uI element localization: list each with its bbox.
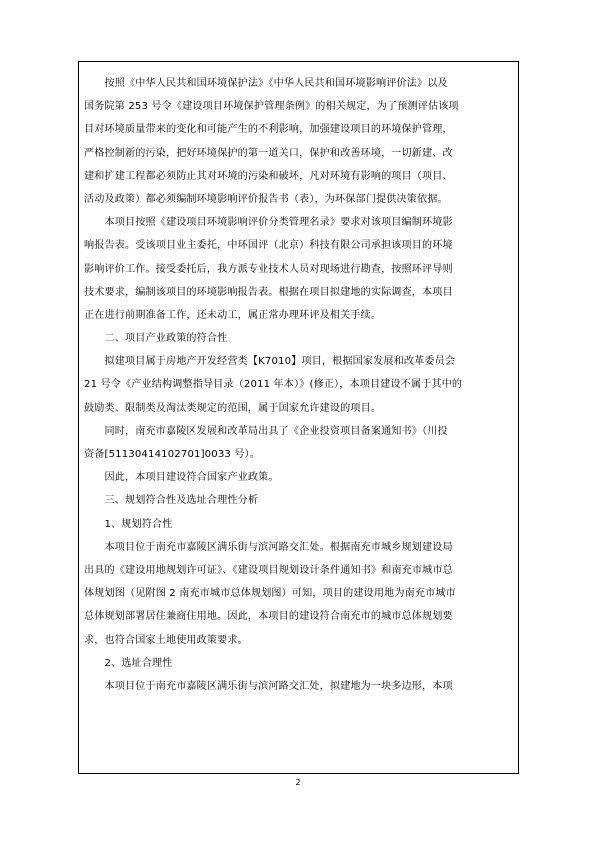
text-line-16: 同时，南充市嘉陵区发展和改革局出具了《企业投资项目备案通知书》（川投 [84,425,448,437]
text-line-2: 国务院第 253 号令《建设项目环境保护管理条例》的相关规定，为了预测评估该项 [84,101,459,113]
text-line-7: 本项目按照《建设项目环境影响评价分类管理名录》要求对该项目编制环境影 [84,217,453,229]
subsection-heading-planning-compliance: 1、规划符合性 [84,518,173,530]
text-line-8: 响报告表。受该项目业主委托，中环国评（北京）科技有限公司承担该项目的环境 [84,240,453,252]
text-line-23: 体规划图（见附图 2 南充市城市总体规划图）可知，项目的建设用地为南充市城市 [84,588,456,600]
document-body [84,72,516,698]
text-line-27: 本项目位于南充市嘉陵区满乐街与滨河路交汇处，拟建地为一块多边形，本项 [84,680,453,692]
text-line-4: 严格控制新的污染，把好环境保护的第一道关口，保护和改善环境，一切新建、改 [84,147,453,159]
section-heading-planning-analysis: 三、规划符合性及选址合理性分析 [84,495,259,507]
section-heading-industrial-policy: 二、项目产业政策的符合性 [84,333,228,345]
page-number: 2 [295,778,301,787]
text-line-15: 鼓励类、限制类及淘汰类规定的范围，属于国家允许建设的项目。 [84,402,382,414]
text-line-3: 目对环境质量带来的变化和可能产生的不利影响，加强建设项目的环境保护管理， [84,124,453,136]
text-line-10: 技术要求，编制该项目的环境影响报告表。根据在项目拟建地的实际调查，本项目 [84,286,453,298]
text-line-24: 总体规划部署居住兼商住用地。因此，本项目的建设符合南充市的城市总体规划要 [84,611,453,623]
text-line-14: 21 号令《产业结构调整指导目录（2011 年本）》(修正），本项目建设不属于其中的 [84,379,463,391]
text-line-9: 影响评价工作。接受委托后，我方派专业技术人员对现场进行勘查，按照环评导则 [84,263,453,275]
text-line-11: 正在进行前期准备工作，还未动工，属正常办理环评及相关手续。 [84,309,382,321]
text-line-21: 本项目位于南充市嘉陵区满乐街与滨河路交汇处。根据南充市城乡规划建设局 [84,541,453,553]
text-line-6: 活动及政策）都必须编制环境影响评价报告书（表），为环保部门提供决策依据。 [84,193,448,205]
text-line-22: 出具的《建设用地规划许可证》、《建设项目规划设计条件通知书》和南充市城市总 [84,564,453,576]
text-line-5: 建和扩建工程都必须防止其对环境的污染和破坏，凡对环境有影响的项目（项目、 [84,170,453,182]
text-line-17: 资备[51130414102701]0033 号）。 [84,449,260,460]
subsection-heading-site-rationality: 2、选址合理性 [84,657,173,669]
text-line-13: 拟建项目属于房地产开发经营类【K7010】项目，根据国家发展和改革委员会 [84,356,456,368]
text-line-18: 因此，本项目建设符合国家产业政策。 [84,472,279,484]
text-line-1: 按照《中华人民共和国环境保护法》《中华人民共和国环境影响评价法》以及 [84,78,448,89]
text-line-25: 求，也符合国家土地使用政策要求。 [84,634,248,646]
document-text [84,72,516,698]
